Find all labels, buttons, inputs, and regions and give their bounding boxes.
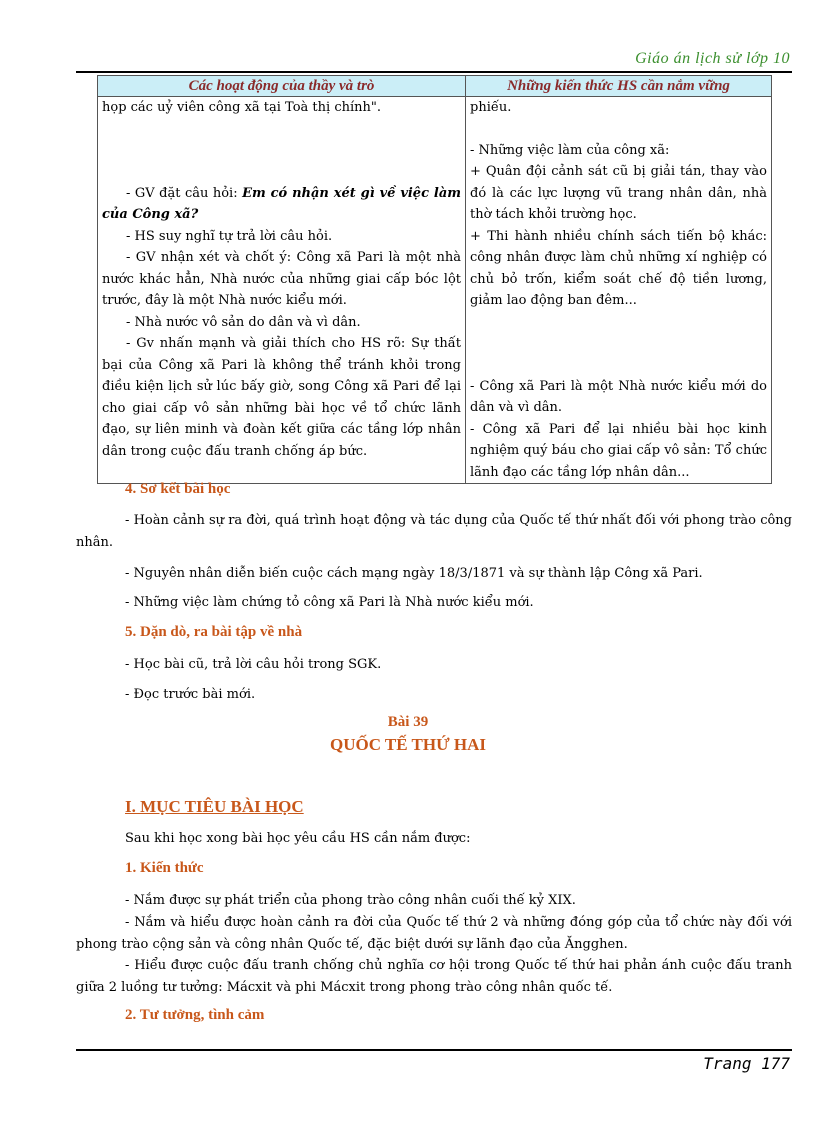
knowledge-line: + Thi hành nhiều chính sách tiến bộ khác: công nhân được làm chủ những xí nghiệp có chủ bỏ trốn, kiểm soát chế độ tiền lương, giảm lao động ban đêm... bbox=[470, 228, 767, 308]
summary-item: - Nguyên nhân diễn biến cuộc cách mạng ngày 18/3/1871 và sự thành lập Công xã Pari. bbox=[125, 566, 703, 581]
activities-cell bbox=[98, 97, 466, 484]
document-header-title: Giáo án lịch sử lớp 10 bbox=[635, 50, 790, 67]
page-number: Trang 177 bbox=[703, 1054, 790, 1073]
header-rule bbox=[76, 71, 792, 73]
question-text: Em có nhận xét gì về việc làm của Công xã? bbox=[102, 185, 461, 222]
table-header-activities: Các hoạt động của thầy và trò bbox=[98, 76, 466, 97]
activity-line: họp các uỷ viên công xã tại Toà thị chính". bbox=[102, 100, 381, 115]
goals-heading: I. MỤC TIÊU BÀI HỌC bbox=[125, 797, 304, 816]
question-prefix: - GV đặt câu hỏi: bbox=[126, 185, 243, 201]
summary-item: - Hoàn cảnh sự ra đời, quá trình hoạt động và tác dụng của Quốc tế thứ nhất đối với phong trào công nhân. bbox=[76, 513, 792, 550]
knowledge-line: + Quân đội cảnh sát cũ bị giải tán, thay vào đó là các lực lượng vũ trang nhân dân, nhà thờ tách khỏi trường học. bbox=[470, 164, 767, 222]
lesson-number: Bài 39 bbox=[387, 714, 429, 730]
activity-line: - Nhà nước vô sản do dân và vì dân. bbox=[126, 314, 361, 330]
knowledge-line: - Công xã Pari để lại nhiều bài học kinh nghiệm quý báu cho giai cấp vô sản: Tổ chức lãnh đạo các tầng lớp nhân dân... bbox=[470, 421, 767, 480]
lesson-title: QUỐC TẾ THỨ HAI bbox=[329, 735, 487, 754]
knowledge-spacer bbox=[470, 119, 767, 140]
activity-spacer bbox=[102, 119, 461, 183]
knowledge-spacer bbox=[470, 312, 767, 376]
knowledge-item: - Nắm được sự phát triển của phong trào công nhân cuối thế kỷ XIX. bbox=[125, 893, 576, 908]
knowledge-item: - Nắm và hiểu được hoàn cảnh ra đời của Quốc tế thứ 2 và những đóng góp của tổ chức này đối với phong trào cộng sản và công nhân Quốc tế, đặc biệt dưới sự lãnh đạo của Ăngghen. bbox=[76, 915, 792, 952]
attitude-heading: 2. Tư tưởng, tình cảm bbox=[125, 1007, 265, 1023]
knowledge-line: phiếu. bbox=[470, 100, 512, 115]
activity-line: - Gv nhấn mạnh và giải thích cho HS rõ: Sự thất bại của Công xã Pari là không thể tránh khỏi trong điều kiện lịch sử lúc bấy giờ, song Công xã Pari để lại cho giai cấp vô sản những bài học về tổ chức lãnh đạo, sự liên minh và đoàn kết giữa các tầng lớp nhân dân trong cuộc đấu tranh chống áp bức. bbox=[102, 336, 461, 459]
goals-intro: Sau khi học xong bài học yêu cầu HS cần nắm được: bbox=[125, 831, 471, 846]
knowledge-line: - Công xã Pari là một Nhà nước kiểu mới do dân và vì dân. bbox=[470, 378, 767, 415]
knowledge-heading: 1. Kiến thức bbox=[125, 860, 204, 876]
knowledge-cell bbox=[466, 97, 772, 484]
knowledge-item: - Hiểu được cuộc đấu tranh chống chủ nghĩa cơ hội trong Quốc tế thứ hai phản ánh cuộc đấu tranh giữa 2 luồng tư tưởng: Mácxit và phi Mácxit trong phong trào công nhân quốc tế. bbox=[76, 958, 792, 995]
activity-question bbox=[102, 183, 461, 226]
homework-heading: 5. Dặn dò, ra bài tập về nhà bbox=[125, 624, 303, 640]
summary-heading: 4. Sơ kết bài học bbox=[125, 481, 231, 497]
footer-rule bbox=[76, 1049, 792, 1051]
activity-line: - GV nhận xét và chốt ý: Công xã Pari là một nhà nước khác hẳn, Nhà nước của những giai cấp bóc lột trước, đây là một Nhà nước kiểu mới. bbox=[102, 250, 461, 308]
summary-item: - Những việc làm chứng tỏ công xã Pari là Nhà nước kiểu mới. bbox=[125, 595, 534, 610]
knowledge-line: - Những việc làm của công xã: bbox=[470, 142, 670, 158]
activity-line: - HS suy nghĩ tự trả lời câu hỏi. bbox=[126, 228, 333, 244]
table-header-knowledge: Những kiến thức HS cần nắm vững bbox=[466, 76, 772, 97]
lesson-activity-table bbox=[97, 75, 772, 484]
homework-item: - Học bài cũ, trả lời câu hỏi trong SGK. bbox=[125, 657, 382, 672]
homework-item: - Đọc trước bài mới. bbox=[125, 687, 256, 702]
